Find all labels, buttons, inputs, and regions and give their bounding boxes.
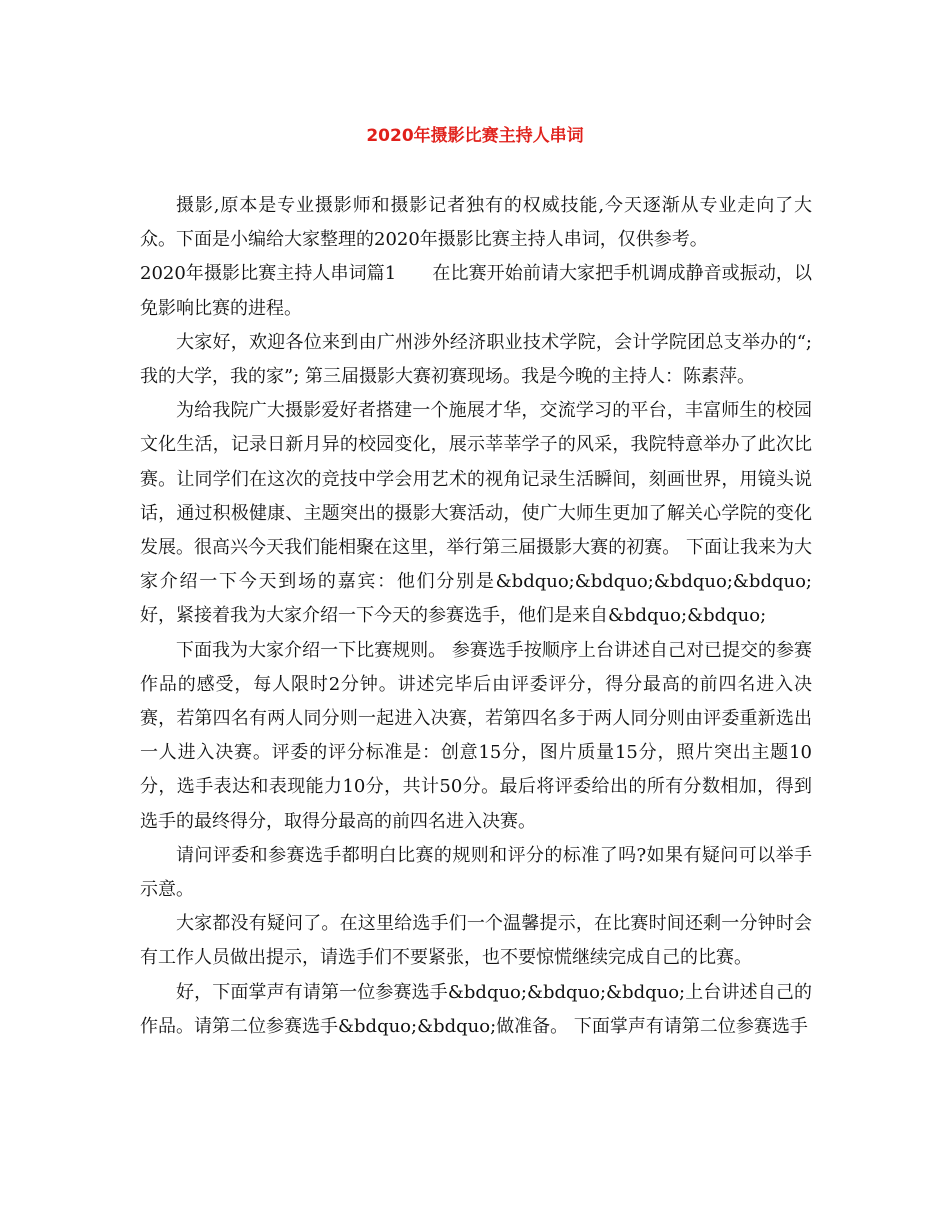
paragraph-section-heading: 2020年摄影比赛主持人串词篇1 在比赛开始前请大家把手机调成静音或振动，以免影响比赛的进程。 (140, 263, 812, 319)
paragraph-purpose: 为给我院广大摄影爱好者搭建一个施展才华，交流学习的平台，丰富师生的校园文化生活，记录日新月异的校园变化，展示莘莘学子的风采，我院特意举办了此次比赛。让同学们在这次的竞技中学会用艺术的视角记录生活瞬间，刻画世界，用镜头说话，通过积极健康、主题突出的摄影大赛活动，使广大师生更加了解关心学院的变化发展。很高兴今天我们能相聚在这里，举行第三届摄影大赛的初赛。 下面让我来为大家介绍一下今天到场的嘉宾：他们分别是&bdquo;&bdquo;&bdquo;&bdquo; 好，紧接着我为大家介绍一下今天的参赛选手，他们是来自&bdquo;&bdquo; (140, 400, 812, 627)
paragraph-first-contestant: 好，下面掌声有请第一位参赛选手&bdquo;&bdquo;&bdquo;上台讲述自己的作品。请第二位参赛选手&bdquo;&bdquo;做准备。 下面掌声有请第二位参赛选手 (140, 981, 812, 1037)
paragraph-intro: 摄影,原本是专业摄影师和摄影记者独有的权威技能,今天逐渐从专业走向了大众。下面是小编给大家整理的2020年摄影比赛主持人串词，仅供参考。 (140, 195, 812, 251)
paragraph-reminder: 大家都没有疑问了。在这里给选手们一个温馨提示，在比赛时间还剩一分钟时会有工作人员做出提示，请选手们不要紧张，也不要惊慌继续完成自己的比赛。 (140, 913, 812, 969)
paragraph-rules: 下面我为大家介绍一下比赛规则。 参赛选手按顺序上台讲述自己对已提交的参赛作品的感受，每人限时2分钟。讲述完毕后由评委评分，得分最高的前四名进入决赛，若第四名有两人同分则一起进入决赛，若第四名多于两人同分则由评委重新选出一人进入决赛。评委的评分标准是：创意15分，图片质量15分，照片突出主题10分，选手表达和表现能力10分，共计50分。最后将评委给出的所有分数相加，得到选手的最终得分，取得分最高的前四名进入决赛。 (140, 639, 812, 832)
paragraph-welcome: 大家好，欢迎各位来到由广州涉外经济职业技术学院，会计学院团总支举办的“;我的大学，我的家”; 第三届摄影大赛初赛现场。我是今晚的主持人：陈素萍。 (140, 331, 812, 388)
document-title: 2020年摄影比赛主持人串词 (366, 126, 584, 146)
document-body (140, 189, 812, 1044)
paragraph-questions: 请问评委和参赛选手都明白比赛的规则和评分的标准了吗?如果有疑问可以举手示意。 (140, 844, 812, 901)
